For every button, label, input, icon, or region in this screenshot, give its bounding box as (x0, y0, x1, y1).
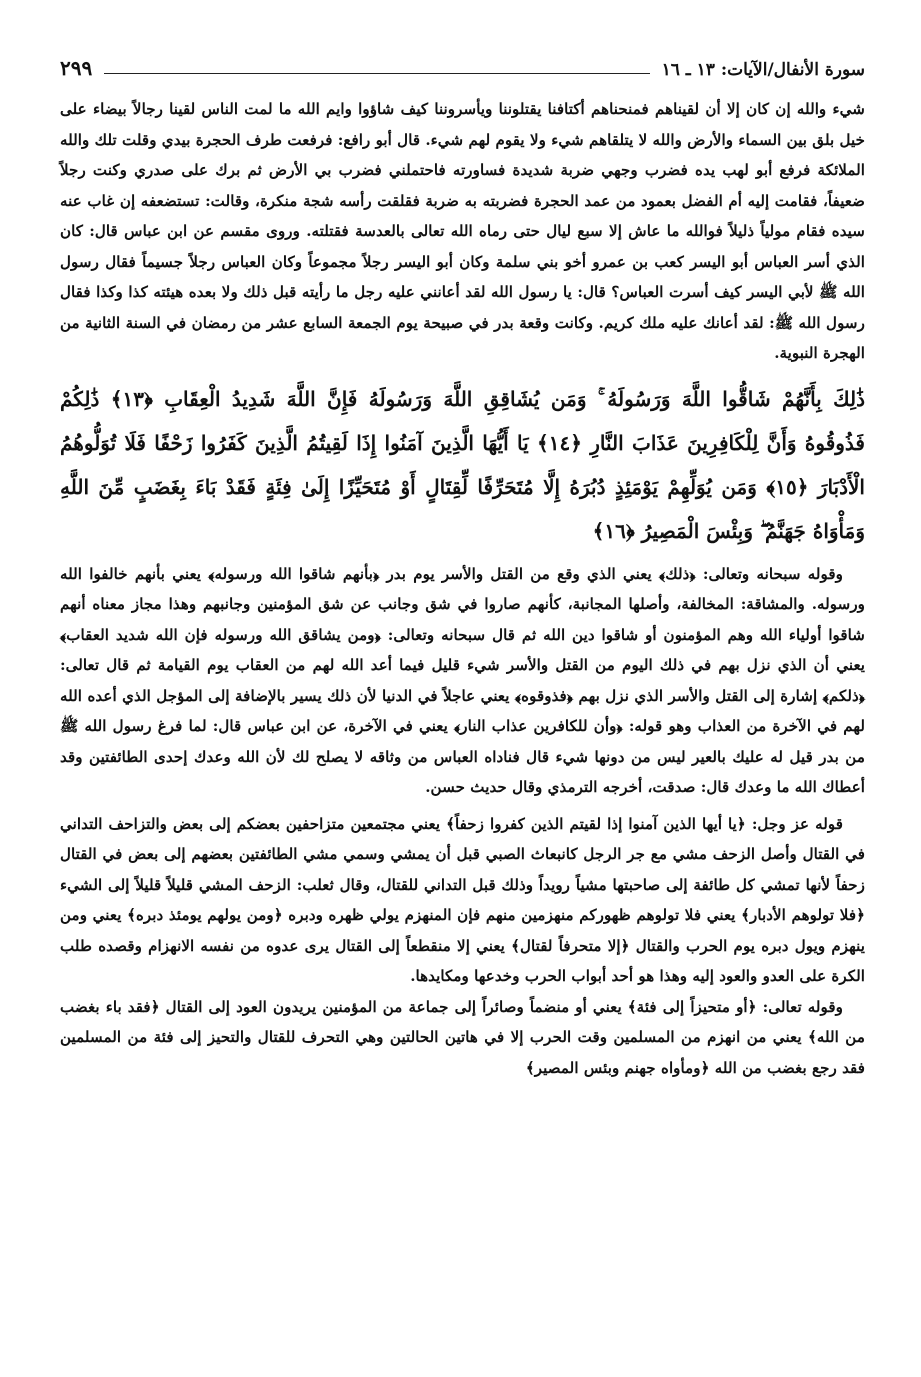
running-title: سورة الأنفال/الآيات: ١٣ ـ ١٦ (661, 60, 865, 80)
page-header (60, 48, 865, 80)
paragraph-3: قوله عز وجل: ﴿يا أيها الذين آمنوا إذا لقيتم الذين كفروا زحفاً﴾ يعني مجتمعين متزاحفين بعضكم إلى بعض والتزاحف التداني في القتال وأصل الزحف مشي مع جر الرجل كانبعاث الصبي قبل أن يمشي وسمي مشي الطائفتين بعضهم إلى بعض في القتال زحفاً لأنها تمشي كل طائفة إلى صاحبتها مشياً رويداً وذلك قبل التداني للقتال، وقال ثعلب: الزحف المشي قليلاً قليلاً إلى الشيء ﴿فلا تولوهم الأدبار﴾ يعني فلا تولوهم ظهوركم منهزمين منهم فإن المنهزم يولي ظهره ودبره ﴿ومن يولهم يومئذ دبره﴾ يعني ومن ينهزم ويول دبره يوم الحرب والقتال ﴿إلا متحرفاً لقتال﴾ يعني إلا منقطعاً إلى القتال يرى عدوه من نفسه الانهزام وقصده طلب الكرة على العدو والعود إليه وهذا هو أحد أبواب الحرب وخدعها ومكايدها. (60, 814, 865, 985)
paragraph-2: وقوله سبحانه وتعالى: ﴿ذلك﴾ يعني الذي وقع من القتل والأسر يوم بدر ﴿بأنهم شاقوا الله ورسوله﴾ يعني بأنهم خالفوا الله ورسوله. والمشاقة: المخالفة، وأصلها المجانبة، كأنهم صاروا في شق وجانب عن شق المؤمنين وجانبهم وهذا مجاز معناه أنهم شاقوا أولياء الله وهم المؤمنون أو شاقوا دين الله ثم قال سبحانه وتعالى: ﴿ومن يشاقق الله ورسوله فإن الله شديد العقاب﴾ يعني أن الذي نزل بهم في ذلك اليوم من القتل والأسر شيء قليل فيما أعد الله لهم من العقاب يوم القيامة ثم قال تعالى: ﴿ذلكم﴾ إشارة إلى القتل والأسر الذي نزل بهم ﴿فذوقوه﴾ يعني عاجلاً في الدنيا لأن ذلك يسير بالإضافة إلى المؤجل الذي أعده الله لهم في الآخرة من العذاب وهو قوله: ﴿وأن للكافرين عذاب النار﴾ يعني في الآخرة، عن ابن عباس قال: لما فرغ رسول الله ﷺ من بدر قيل له عليك بالعير ليس من دونها شيء قال فناداه العباس من وثاقه لا يصلح لك لأن الله وعدك إحدى الطائفتين وقد أعطاك الله ما وعدك قال: صدقت، أخرجه الترمذي وقال حديث حسن. (60, 564, 865, 796)
paragraph-4: وقوله تعالى: ﴿أو متحيزاً إلى فئة﴾ يعني أو منضماً وصائراً إلى جماعة من المؤمنين يريدون العود إلى القتال ﴿فقد باء بغضب من الله﴾ يعني من انهزم من المسلمين وقت الحرب إلا في هاتين الحالتين وهي التحرف للقتال والتحيز إلى فئة من المسلمين فقد رجع بغضب من الله ﴿ومأواه جهنم وبئس المصير﴾ (60, 997, 865, 1077)
book-page (60, 48, 865, 1348)
quran-verse-block: ذَٰلِكَ بِأَنَّهُمْ شَاقُّوا اللَّهَ وَرَسُولَهُ ۚ وَمَن يُشَاقِقِ اللَّهَ وَرَسُولَهُ فَإِنَّ اللَّهَ شَدِيدُ الْعِقَابِ ﴿١٣﴾ ذَٰلِكُمْ فَذُوقُوهُ وَأَنَّ لِلْكَافِرِينَ عَذَابَ النَّارِ ﴿١٤﴾ يَا أَيُّهَا الَّذِينَ آمَنُوا إِذَا لَقِيتُمُ الَّذِينَ كَفَرُوا زَحْفًا فَلَا تُوَلُّوهُمُ الْأَدْبَارَ ﴿١٥﴾ وَمَن يُوَلِّهِمْ يَوْمَئِذٍ دُبُرَهُ إِلَّا مُتَحَرِّفًا لِّقِتَالٍ أَوْ مُتَحَيِّزًا إِلَىٰ فِئَةٍ فَقَدْ بَاءَ بِغَضَبٍ مِّنَ اللَّهِ وَمَأْوَاهُ جَهَنَّمُ ۖ وَبِئْسَ الْمَصِيرُ ﴿١٦﴾ (60, 386, 865, 543)
paragraph-1: شيء والله إن كان إلا أن لقيناهم فمنحناهم أكتافنا يقتلوننا ويأسروننا كيف شاؤوا وايم الله ما لمت الناس لقينا رجالاً بيضاء على خيل بلق بين السماء والأرض والله لا يتلقاهم شيء ولا يقوم لهم شيء. قال أبو رافع: فرفعت طرف الحجرة بيدي وقلت تلك والله الملائكة فرفع أبو لهب يده فضرب وجهي ضربة شديدة فساورته فاحتملني فضرب بي الأرض ثم برك على صدري وكنت رجلاً ضعيفاً، فقامت إليه أم الفضل بعمود من عمد الحجرة فضربته به ضربة فقلقت رأسه شجة منكرة، وقالت: تستضعفه إن غاب عنه سيده فقام مولياً ذليلاً فوالله ما عاش إلا سبع ليال حتى رماه الله تعالى بالعدسة فقتلته. وروى مقسم عن ابن عباس قال: كان الذي أسر العباس أبو اليسر كعب بن عمرو أخو بني سلمة وكان أبو اليسر رجلاً مجموعاً وكان العباس رجلاً جسيماً فقال رسول الله ﷺ لأبي اليسر كيف أسرت العباس؟ قال: يا رسول الله لقد أعانني عليه رجل ما رأيته قبل ذلك ولا بعده هيئته كذا وكذا فقال رسول الله ﷺ: لقد أعانك عليه ملك كريم. وكانت وقعة بدر في صبيحة يوم الجمعة السابع عشر من رمضان في السنة الثانية من الهجرة النبوية. (60, 100, 865, 362)
header-rule (104, 73, 649, 74)
page-number: ٢٩٩ (60, 56, 93, 80)
